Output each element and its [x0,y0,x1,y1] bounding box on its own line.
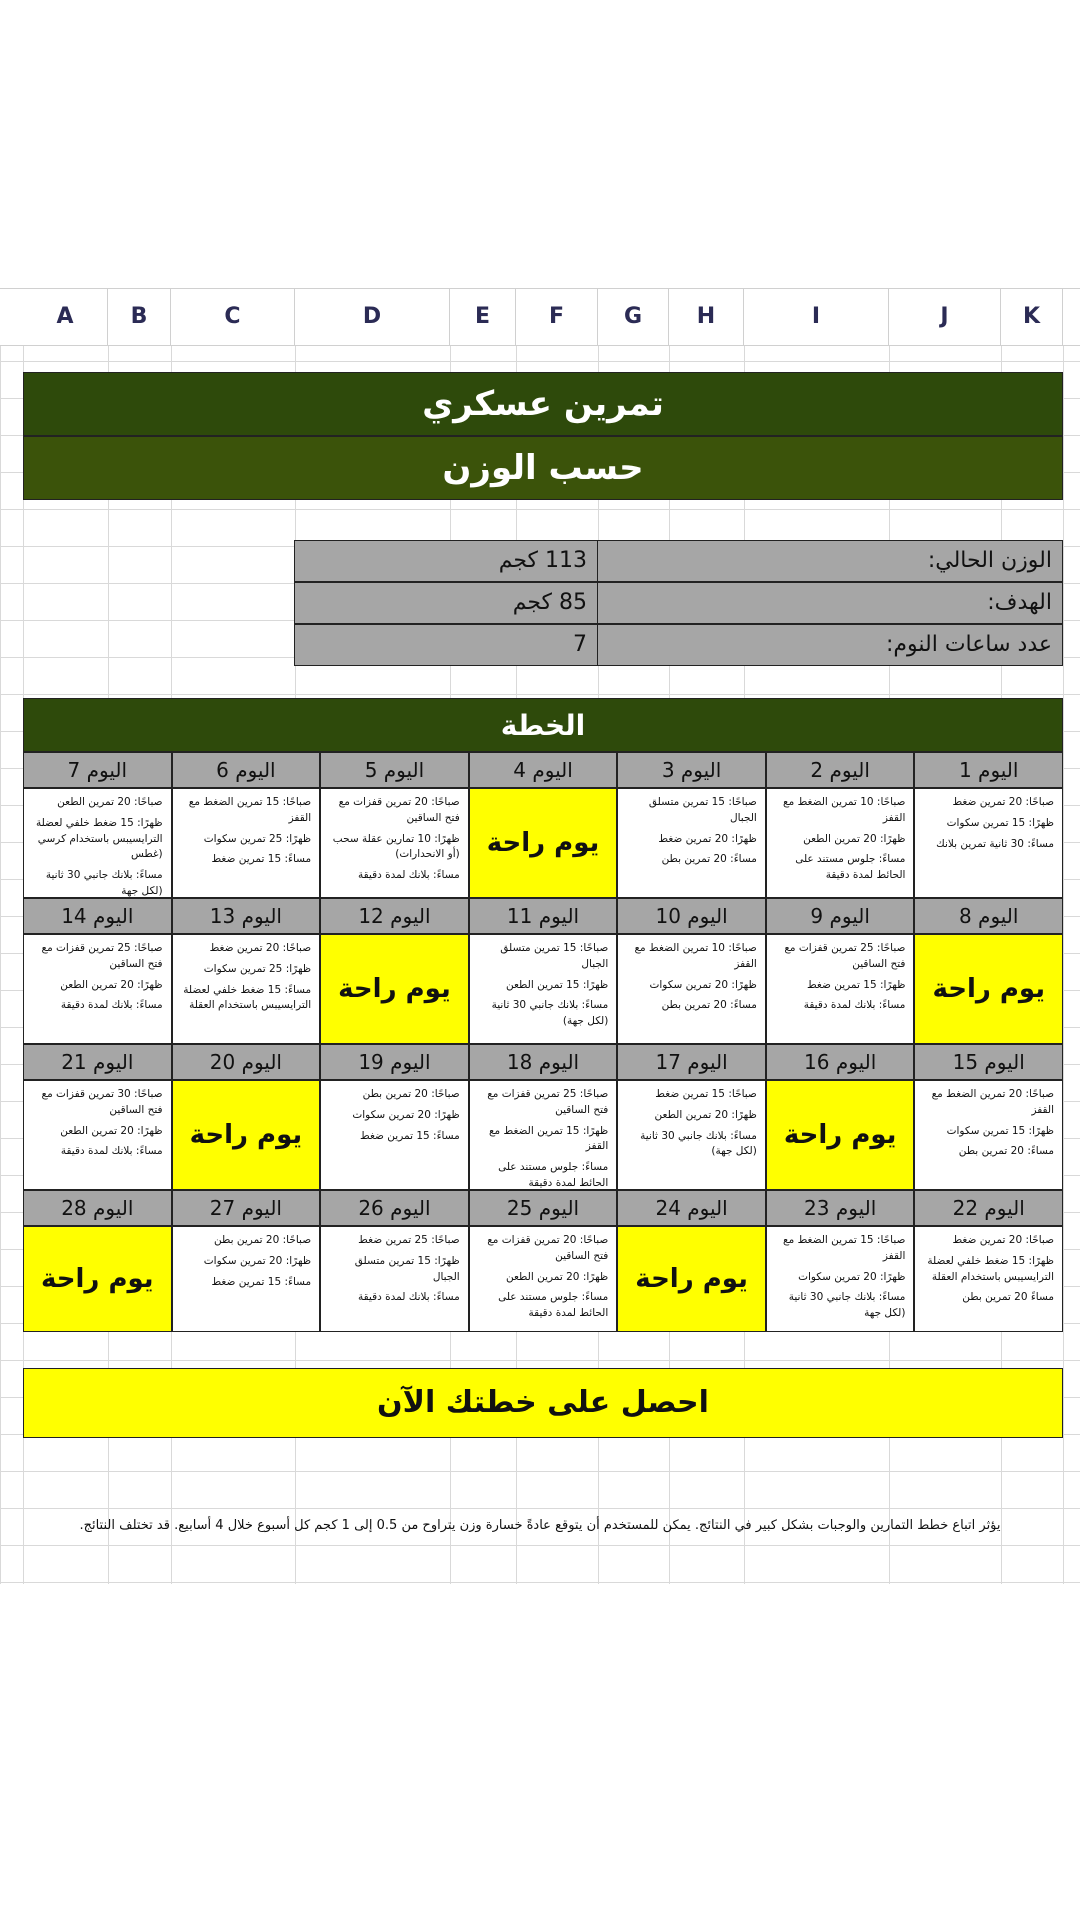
workout-cell[interactable] [23,1080,172,1190]
workout-cell[interactable] [914,1226,1063,1332]
grid-line [0,288,1,1584]
column-header-f[interactable]: F [516,289,598,345]
day-header: اليوم 10 [617,898,766,934]
workout-line: صباحًا: 20 تمرين بطن [362,1088,460,1100]
workout-line: مساءً: بلانك لمدة دقيقة [357,1291,460,1304]
info-value[interactable]: 113 كجم [498,548,587,573]
day-header: اليوم 14 [23,898,172,934]
day-header: اليوم 20 [172,1044,321,1080]
workout-line: مساءً: 15 تمرين ضغط [211,1275,312,1288]
workout-line: ظهرًا: 15 ضغط خلفي لعضلة الترايسيبس باستخدام كرسي (غطس [35,816,163,861]
workout-line: صباحًا: 20 تمرين ضغط [952,796,1054,808]
workout-line: مساءً: 15 تمرين ضغط [211,853,312,866]
plan-header: الخطة [23,698,1063,752]
workout-cell[interactable] [172,788,321,898]
day-header: اليوم 25 [469,1190,618,1226]
workout-cell[interactable] [766,934,915,1044]
workout-line: صباحًا: 15 تمرين الضغط مع القفز [783,1234,906,1262]
day-header: اليوم 12 [320,898,469,934]
rest-day-cell[interactable]: يوم راحة [914,934,1063,1044]
day-header: اليوم 17 [617,1044,766,1080]
column-header-b[interactable]: B [108,289,171,345]
workout-line: ظهرًا: 15 تمرين سكوات [946,816,1054,829]
column-header-k[interactable]: K [1001,289,1063,345]
workout-line: مساءً: بلانك جانبي 30 ثانية (لكل جهة [788,1291,906,1319]
grid-line [1063,288,1064,1584]
column-header-g[interactable]: G [598,289,669,345]
workout-line: صباحًا: 15 تمرين متسلق الجبال [500,942,609,970]
info-label: الوزن الحالي: [597,541,1062,581]
day-header: اليوم 7 [23,752,172,788]
workout-line: مساءً: بلانك لمدة دقيقة [60,999,163,1012]
workout-line: ظهرًا: 20 تمرين الطعن [505,1270,609,1283]
workout-line: مساءً: بلانك لمدة دقيقة [357,869,460,881]
workout-line: صباحًا: 25 تمرين قفزات مع فتح الساقين [487,1088,609,1116]
workout-line: صباحًا: 20 تمرين ضغط [952,1234,1054,1246]
workout-cell[interactable] [617,934,766,1044]
workout-line: مساءً: 20 تمرين بطن [661,999,757,1012]
column-header-bar [0,288,1080,346]
workout-line: صباحًا: 10 تمرين الضغط مع القفز [634,942,757,970]
workout-line: صباحًا: 20 تمرين قفزات مع فتح الساقين [487,1234,609,1262]
get-plan-button[interactable]: احصل على خطتك الآن [23,1368,1063,1438]
workout-line: ظهرًا: 20 تمرين سكوات [798,1270,906,1283]
column-header-a[interactable]: A [23,289,108,345]
workout-line: ظهرًا: 15 تمرين الضغط مع القفز [488,1124,609,1153]
page-title: تمرين عسكري [23,372,1063,436]
workout-line: صباحًا: 25 تمرين قفزات مع فتح الساقين [784,942,906,970]
workout-line: ظهرًا: 20 تمرين الطعن [60,1124,163,1137]
workout-line: ظهرًا: 20 تمرين سكوات [649,978,757,991]
workout-line: مساءً: جلوس مستند على الحائط لمدة دقيقة [498,1291,609,1319]
day-header: اليوم 22 [914,1190,1063,1226]
page-subtitle: حسب الوزن [23,436,1063,500]
workout-cell[interactable] [172,934,321,1044]
workout-cell[interactable] [320,1226,469,1332]
info-value[interactable]: 7 [573,632,587,657]
workout-line: مساءً: 15 ضغط خلفي لعضلة الترايسيبس باستخدام العقلة [183,983,312,1012]
info-row-target [294,582,1063,624]
day-header: اليوم 27 [172,1190,321,1226]
workout-cell[interactable] [914,1080,1063,1190]
day-header: اليوم 1 [914,752,1063,788]
day-header: اليوم 8 [914,898,1063,934]
workout-line: ظهرًا: 20 تمرين سكوات [203,1254,312,1267]
workout-line: صباحًا: 20 تمرين ضغط [209,942,312,954]
workout-line: مساءً: جلوس مستند على الحائط لمدة دقيقة [795,853,906,881]
workout-cell[interactable] [766,1226,915,1332]
rest-day-cell[interactable]: يوم راحة [469,788,618,898]
workout-line: صباحًا: 25 تمرين قفزات مع فتح الساقين [41,942,163,970]
column-header-h[interactable]: H [669,289,744,345]
day-header: اليوم 21 [23,1044,172,1080]
day-header: اليوم 6 [172,752,321,788]
workout-line: مساءً: 15 تمرين ضغط [360,1129,460,1142]
day-header: اليوم 26 [320,1190,469,1226]
workout-line: مساءً: جلوس مستند على الحائط لمدة دقيقة [498,1161,609,1189]
day-header: اليوم 23 [766,1190,915,1226]
day-header: اليوم 16 [766,1044,915,1080]
column-header-d[interactable]: D [295,289,450,345]
workout-cell[interactable] [23,788,172,898]
workout-line: ظهرًا: 15 ضغط خلفي لعضلة الترايسيبس باستخدام العقلة [927,1254,1054,1283]
rest-day-cell[interactable]: يوم راحة [766,1080,915,1190]
workout-line: مساءً: بلانك لمدة دقيقة [803,999,906,1012]
rest-day-cell[interactable]: يوم راحة [617,1226,766,1332]
day-header: اليوم 9 [766,898,915,934]
workout-line: مساءً 20 تمرين بطن [962,1291,1054,1304]
workout-line: صباحًا: 15 تمرين ضغط [655,1088,757,1100]
workout-line: صباحًا: 20 تمرين الطعن [57,796,163,808]
workout-line: مساءً: بلانك جانبي 30 ثانية (لكل جهة) [640,1129,757,1158]
workout-line: صباحًا: 20 تمرين قفزات مع فتح الساقين [338,796,460,824]
workout-line: صباحًا: 30 تمرين قفزات مع فتح الساقين [41,1088,163,1116]
day-header: اليوم 19 [320,1044,469,1080]
column-header-c[interactable]: C [171,289,295,345]
column-header-e[interactable]: E [450,289,516,345]
workout-cell[interactable] [617,788,766,898]
workout-line: مساءً: بلانك جانبي 30 ثانية (لكل جهة) [491,999,609,1027]
day-header: اليوم 3 [617,752,766,788]
workout-line: مساءً: 20 تمرين بطن [958,1145,1054,1158]
workout-cell[interactable] [320,1080,469,1190]
info-row-sleep-hours [294,624,1063,666]
workout-line: ظهرًا: 20 تمرين ضغط [658,832,757,845]
column-header-j[interactable]: J [889,289,1001,345]
workout-line: ظهرًا: 25 تمرين سكوات [203,832,312,845]
workout-line: ظهرًا: 15 تمرين سكوات [946,1124,1054,1137]
disclaimer-note: يؤثر اتباع خطط التمارين والوجبات بشكل كبير في النتائج. يمكن للمستخدم أن يتوقع عادةً خسارة وزن يتراوح من 0.5 إلى 1 كجم كل أسبوع خلال 4 أسابيع. قد تختلف النتائج. [79,1518,1001,1533]
info-row-current-weight [294,540,1063,582]
day-header: اليوم 28 [23,1190,172,1226]
workout-line: ظهرًا: 20 تمرين الطعن [60,978,163,991]
day-header: اليوم 4 [469,752,618,788]
workout-cell[interactable] [320,788,469,898]
info-label: عدد ساعات النوم: [597,625,1062,665]
workout-cell[interactable] [766,788,915,898]
day-header: اليوم 15 [914,1044,1063,1080]
workout-line: صباحًا: 20 تمرين بطن [214,1234,312,1246]
workout-line: ظهرًا: 15 تمرين متسلق الجبال [354,1254,460,1283]
day-header: اليوم 5 [320,752,469,788]
workout-line: مساءً: 30 ثانية تمرين بلانك [936,837,1054,850]
rest-day-cell[interactable]: يوم راحة [23,1226,172,1332]
workout-cell[interactable] [469,934,618,1044]
workout-line: ظهرًا: 25 تمرين سكوات [203,962,312,975]
workout-line: صباحًا: 10 تمرين الضغط مع القفز [783,796,906,824]
workout-line: صباحًا: 20 تمرين الضغط مع القفز [931,1088,1054,1116]
workout-line: ظهرًا: 20 تمرين سكوات [352,1108,460,1121]
workout-line: مساءً: بلانك لمدة دقيقة [60,1145,163,1158]
column-header-i[interactable]: I [744,289,889,345]
workout-cell[interactable] [617,1080,766,1190]
day-header: اليوم 11 [469,898,618,934]
rest-day-cell[interactable]: يوم راحة [172,1080,321,1190]
workout-line: صباحًا: 25 تمرين ضغط [358,1234,460,1246]
workout-line: مساءً: 20 تمرين بطن [661,853,757,866]
workout-line: ظهرًا: 20 تمرين الطعن [654,1108,757,1121]
day-header: اليوم 18 [469,1044,618,1080]
workout-line: ظهرًا: 15 تمرين الطعن [505,978,609,991]
workout-line: مساءً: بلانك جانبي 30 ثانية (لكل جهة [45,869,163,897]
workout-line: صباحًا: 15 تمرين متسلق الجبال [648,796,757,824]
day-header: اليوم 2 [766,752,915,788]
info-label: الهدف: [597,583,1062,623]
info-value[interactable]: 85 كجم [512,590,587,615]
workout-line: ظهرًا: 20 تمرين الطعن [803,832,906,845]
rest-day-cell[interactable]: يوم راحة [320,934,469,1044]
workout-line: ظهرًا: 10 تمارين عقلة سحب (أو الانحدارات) [332,832,460,861]
workout-cell[interactable] [469,1226,618,1332]
workout-cell[interactable] [172,1226,321,1332]
workout-cell[interactable] [23,934,172,1044]
workout-cell[interactable] [469,1080,618,1190]
workout-cell[interactable] [914,788,1063,898]
workout-line: صباحًا: 15 تمرين الضغط مع القفز [188,796,312,824]
workout-line: ظهرًا: 15 تمرين ضغط [806,978,906,991]
day-header: اليوم 13 [172,898,321,934]
day-header: اليوم 24 [617,1190,766,1226]
